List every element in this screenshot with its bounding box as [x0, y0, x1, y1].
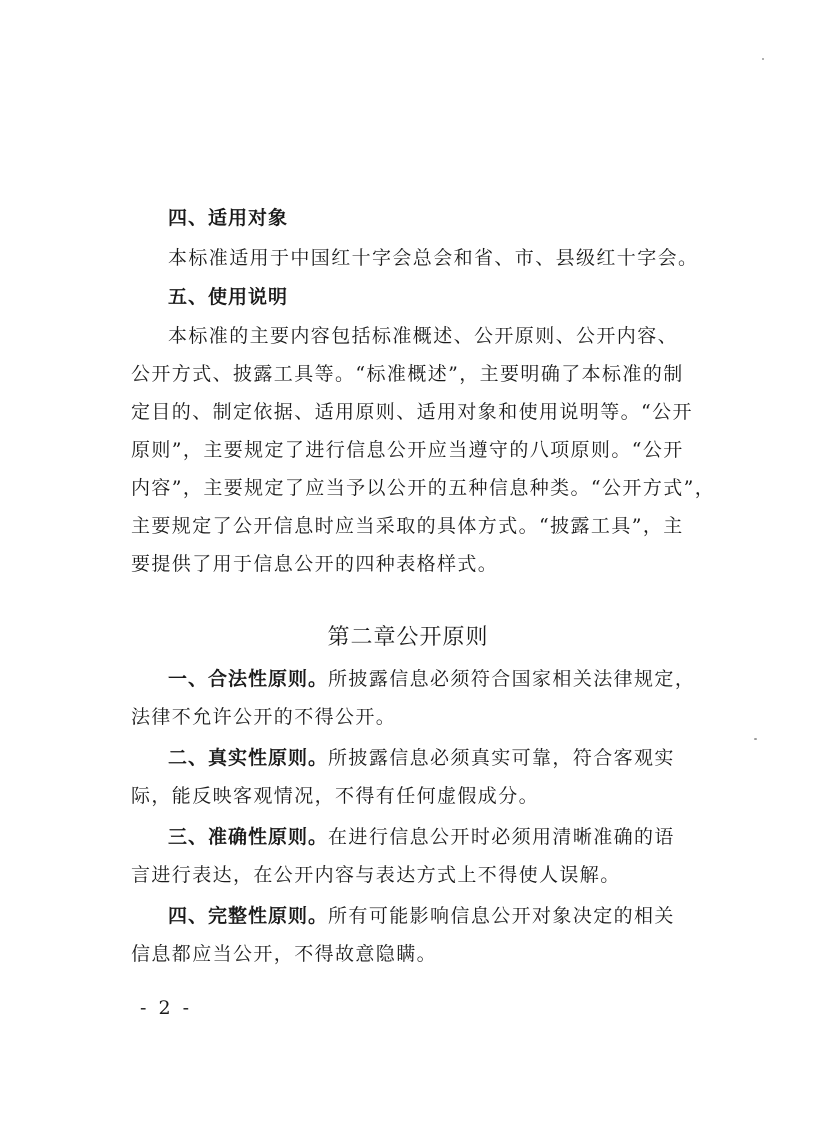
principle-3-text: 在进行信息公开时必须用清晰准确的语 — [328, 826, 675, 848]
principle-3-first-line — [168, 824, 675, 850]
section-5-body-line: 要提供了用于信息公开的四种表格样式。 — [131, 553, 499, 575]
principle-1-first-line — [168, 666, 696, 692]
principle-3-continuation: 言进行表达，在公开内容与表达方式上不得使人误解。 — [131, 864, 621, 886]
page-number: - 2 - — [140, 997, 193, 1019]
principle-3-lead: 三、准确性原则。 — [168, 826, 329, 848]
section-5-body-line: 内容”，主要规定了应当予以公开的五种信息种类。“公开方式”， — [131, 477, 716, 499]
section-5-body-line: 主要规定了公开信息时应当采取的具体方式。“披露工具”，主 — [131, 515, 684, 537]
section-5-heading: 五、使用说明 — [168, 286, 289, 308]
principle-4-lead: 四、完整性原则。 — [168, 905, 329, 927]
principle-1-text: 所披露信息必须符合国家相关法律规定， — [328, 668, 696, 690]
section-5-body-line: 公开方式、披露工具等。“标准概述”，主要明确了本标准的制 — [131, 363, 684, 385]
section-5-body-line: 本标准的主要内容包括标准概述、公开原则、公开内容、 — [168, 325, 679, 347]
section-5-body-line: 定目的、制定依据、适用原则、适用对象和使用说明等。“公开 — [131, 401, 693, 423]
principle-1-lead: 一、合法性原则。 — [168, 668, 329, 690]
principle-2-continuation: 际，能反映客观情况，不得有任何虚假成分。 — [131, 785, 540, 807]
chapter-title: 第二章公开原则 — [327, 625, 489, 650]
principle-4-text: 所有可能影响信息公开对象决定的相关 — [328, 905, 675, 927]
principle-4-first-line — [168, 903, 675, 929]
principle-2-first-line — [168, 745, 675, 771]
section-4-heading: 四、适用对象 — [168, 207, 289, 229]
principle-2-lead: 二、真实性原则。 — [168, 747, 329, 769]
section-4-body-line: 本标准适用于中国红十字会总会和省、市、县级红十字会。 — [168, 247, 699, 269]
scan-speck — [754, 738, 757, 740]
principle-4-continuation: 信息都应当公开，不得故意隐瞒。 — [131, 943, 438, 965]
section-5-body-line: 原则”，主要规定了进行信息公开应当遵守的八项原则。“公开 — [131, 439, 684, 461]
principle-2-text: 所披露信息必须真实可靠，符合客观实 — [328, 747, 675, 769]
scan-speck — [762, 58, 764, 60]
principle-1-continuation: 法律不允许公开的不得公开。 — [131, 706, 397, 728]
